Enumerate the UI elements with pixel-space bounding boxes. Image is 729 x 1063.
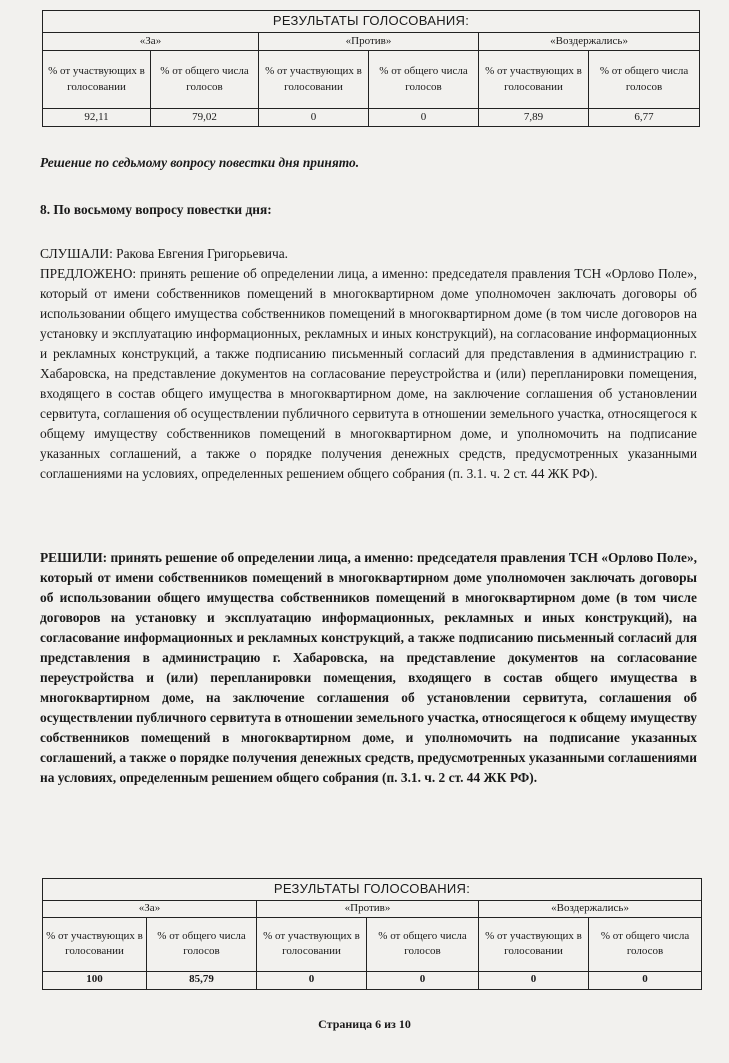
value-cell: 0 <box>259 109 369 127</box>
decided-paragraph <box>40 548 697 788</box>
group-for: «За» <box>43 33 259 51</box>
voting-results-table-8 <box>42 878 702 990</box>
group-against: «Против» <box>257 901 479 918</box>
value-cell: 92,11 <box>43 109 151 127</box>
voting-results-table-7 <box>42 10 700 127</box>
results-title: РЕЗУЛЬТАТЫ ГОЛОСОВАНИЯ: <box>43 879 702 901</box>
subheader-total: % от общего числа голосов <box>147 917 257 971</box>
subheader-participants: % от участвующих в голосовании <box>479 51 589 109</box>
group-for: «За» <box>43 901 257 918</box>
subheader-total: % от общего числа голосов <box>151 51 259 109</box>
subheader-total: % от общего числа голосов <box>367 917 479 971</box>
value-cell: 0 <box>257 971 367 989</box>
group-abstain: «Воздержались» <box>479 33 700 51</box>
subheader-participants: % от участвующих в голосовании <box>479 917 589 971</box>
subheader-participants: % от участвующих в голосовании <box>43 51 151 109</box>
subheader-total: % от общего числа голосов <box>589 917 702 971</box>
subheader-total: % от общего числа голосов <box>589 51 700 109</box>
value-cell: 7,89 <box>479 109 589 127</box>
proposed-text: ПРЕДЛОЖЕНО: принять решение об определении лица, а именно: председателя правления ТСН «Орлово Поле», который от имени собственников помещений в многоквартирном доме уполномочен заключать договоры об использовании общего имущества собственников помещений в многоквартирном доме (в том числе договоров на установку и эксплуатацию информационных, рекламных и иных конструкций), на согласование информационных и рекламных конструкций, а также подписанию письменный согласий для представления в администрацию г. Хабаровска, на представление документов на согласование переустройства и (или) перепланировки помещения, входящего в состав общего имущества в многоквартирном доме, на заключение соглашения об установлении сервитута, соглашения об осуществлении публичного сервитута в отношении земельного участка, относящегося к общему имуществу собственников помещений в многоквартирном доме, и уполномочить на подписание указанных соглашений, а также о порядке получения денежных средств, предусмотренных указанными соглашениями на условиях, определенных решением общего собрания (п. 3.1. ч. 2 ст. 44 ЖК РФ). <box>40 266 697 481</box>
decision-7-text: Решение по седьмому вопросу повестки дня принято. <box>40 155 360 170</box>
value-cell: 85,79 <box>147 971 257 989</box>
question-8-heading: 8. По восьмому вопросу повестки дня: <box>40 202 272 217</box>
value-cell: 79,02 <box>151 109 259 127</box>
subheader-participants: % от участвующих в голосовании <box>259 51 369 109</box>
value-cell: 0 <box>369 109 479 127</box>
group-abstain: «Воздержались» <box>479 901 702 918</box>
group-against: «Против» <box>259 33 479 51</box>
subheader-participants: % от участвующих в голосовании <box>257 917 367 971</box>
value-cell: 6,77 <box>589 109 700 127</box>
decided-text: принять решение об определении лица, а именно: председателя правления ТСН «Орлово Поле», который от имени собственников помещений в многоквартирном доме уполномочен заключать договоры об использовании общего имущества собственников помещений в многоквартирном доме (в том числе договоров на установку и эксплуатацию информационных, рекламных и иных конструкций), на согласование информационных и рекламных конструкций, а также подписанию письменный согласий для представления в администрацию г. Хабаровска, на представление документов на согласование переустройства и (или) перепланировки помещения, входящего в состав общего имущества в многоквартирном доме, на заключение соглашения об установлении сервитута, соглашения об осуществлении публичного сервитута в отношении земельного участка, относящегося к общему имуществу собственников помещений в многоквартирном доме, и уполномочить на подписание указанных соглашений, а также о порядке получения денежных средств, предусмотренных указанными соглашениями на условиях, определенным решением общего собрания (п. 3.1. ч. 2 ст. 44 ЖК РФ). <box>40 550 697 785</box>
value-cell: 100 <box>43 971 147 989</box>
results-title: РЕЗУЛЬТАТЫ ГОЛОСОВАНИЯ: <box>43 11 700 33</box>
decided-label: РЕШИЛИ: <box>40 550 108 565</box>
heard-text: СЛУШАЛИ: Ракова Евгения Григорьевича. <box>40 246 288 261</box>
page-number: Страница 6 из 10 <box>318 1017 411 1031</box>
value-cell: 0 <box>589 971 702 989</box>
subheader-total: % от общего числа голосов <box>369 51 479 109</box>
value-cell: 0 <box>479 971 589 989</box>
value-cell: 0 <box>367 971 479 989</box>
subheader-participants: % от участвующих в голосовании <box>43 917 147 971</box>
